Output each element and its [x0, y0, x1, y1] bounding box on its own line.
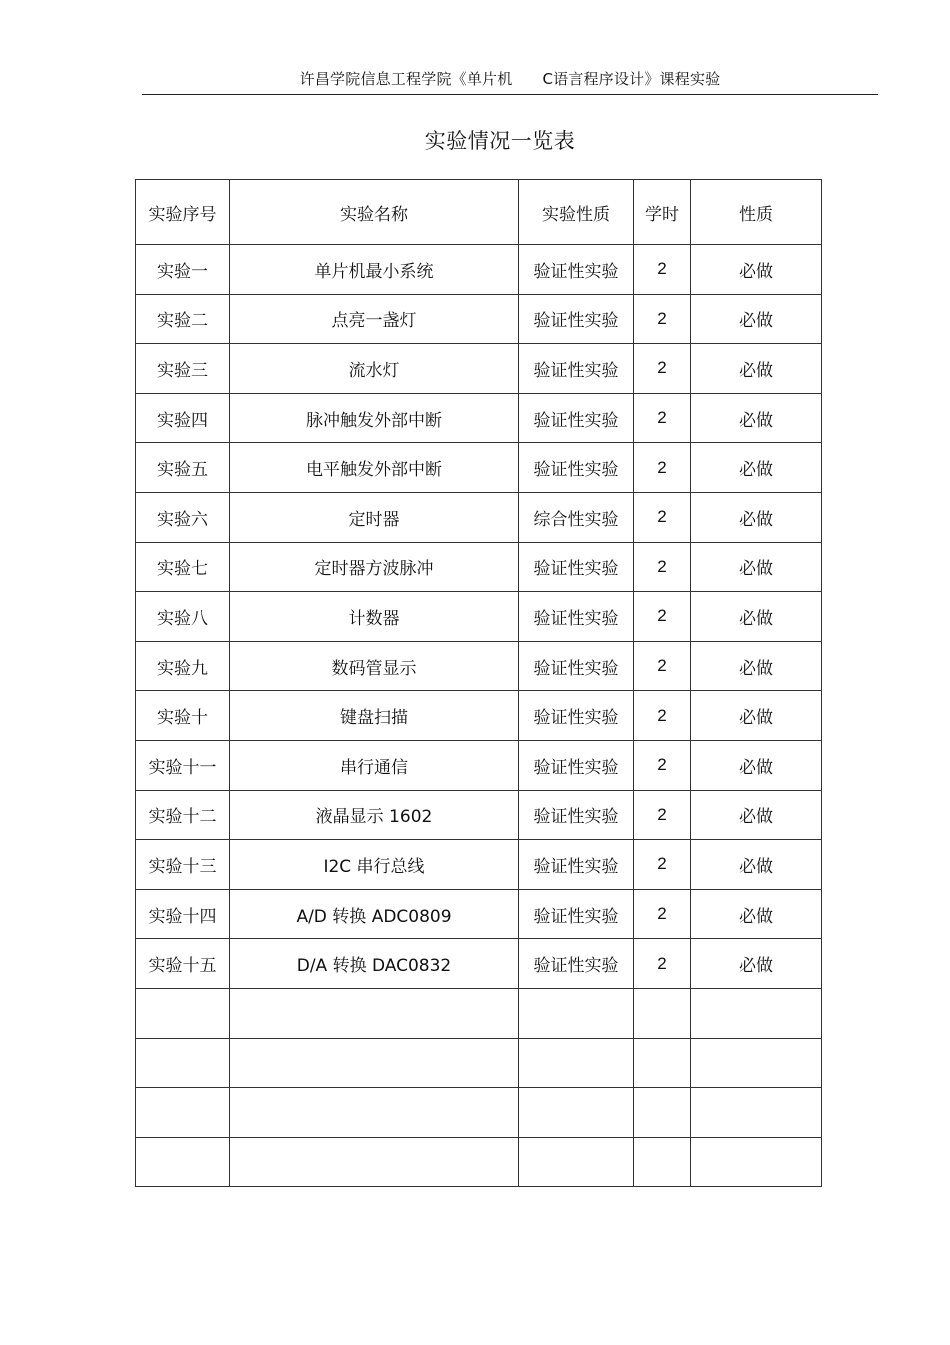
cell-number: [136, 1088, 230, 1138]
cell-number: 实验六: [136, 492, 230, 542]
table-row: [136, 1038, 822, 1088]
cell-type: 验证性实验: [519, 592, 634, 642]
cell-type: 验证性实验: [519, 889, 634, 939]
cell-name: 定时器方波脉冲: [230, 542, 519, 592]
cell-number: 实验十四: [136, 889, 230, 939]
cell-requirement: 必做: [691, 344, 822, 394]
cell-hours: 2: [634, 740, 691, 790]
cell-name: [230, 1088, 519, 1138]
table-row: [136, 740, 822, 790]
cell-requirement: [691, 1038, 822, 1088]
cell-requirement: 必做: [691, 592, 822, 642]
cell-hours: 2: [634, 542, 691, 592]
cell-requirement: 必做: [691, 443, 822, 493]
cell-hours: 2: [634, 889, 691, 939]
table-body: [136, 245, 822, 1187]
table-row: [136, 790, 822, 840]
cell-name: 流水灯: [230, 344, 519, 394]
cell-type: [519, 1038, 634, 1088]
cell-name: 液晶显示 1602: [230, 790, 519, 840]
cell-hours: 2: [634, 344, 691, 394]
cell-requirement: 必做: [691, 245, 822, 295]
cell-hours: 2: [634, 939, 691, 989]
cell-number: [136, 988, 230, 1038]
experiment-table: [135, 179, 822, 1187]
cell-type: [519, 1137, 634, 1187]
cell-number: [136, 1038, 230, 1088]
table-row: [136, 840, 822, 890]
table-row: [136, 443, 822, 493]
cell-type: 验证性实验: [519, 939, 634, 989]
cell-name: 键盘扫描: [230, 691, 519, 741]
cell-type: 验证性实验: [519, 740, 634, 790]
cell-name: 定时器: [230, 492, 519, 542]
page-title: 实验情况一览表: [424, 129, 576, 153]
cell-requirement: 必做: [691, 889, 822, 939]
cell-number: 实验一: [136, 245, 230, 295]
cell-name: 数码管显示: [230, 641, 519, 691]
cell-number: 实验三: [136, 344, 230, 394]
cell-requirement: 必做: [691, 542, 822, 592]
table-row: [136, 245, 822, 295]
cell-number: 实验十: [136, 691, 230, 741]
table-row: [136, 294, 822, 344]
cell-number: 实验五: [136, 443, 230, 493]
cell-type: 综合性实验: [519, 492, 634, 542]
cell-name: 电平触发外部中断: [230, 443, 519, 493]
table-row: [136, 542, 822, 592]
cell-name: A/D 转换 ADC0809: [230, 889, 519, 939]
cell-hours: 2: [634, 790, 691, 840]
column-header-number: 实验序号: [136, 180, 230, 245]
cell-hours: 2: [634, 492, 691, 542]
cell-requirement: [691, 1088, 822, 1138]
cell-number: 实验九: [136, 641, 230, 691]
cell-hours: [634, 1137, 691, 1187]
cell-requirement: 必做: [691, 492, 822, 542]
table-row: [136, 393, 822, 443]
column-header-type: 实验性质: [519, 180, 634, 245]
cell-type: 验证性实验: [519, 641, 634, 691]
cell-hours: 2: [634, 641, 691, 691]
cell-name: [230, 1038, 519, 1088]
table-row: [136, 1088, 822, 1138]
cell-name: 串行通信: [230, 740, 519, 790]
page-header: [142, 66, 878, 95]
cell-type: [519, 988, 634, 1038]
cell-name: [230, 1137, 519, 1187]
cell-type: 验证性实验: [519, 294, 634, 344]
header-right-text: C语言程序设计》课程实验: [542, 70, 721, 88]
cell-name: [230, 988, 519, 1038]
table-row: [136, 889, 822, 939]
cell-hours: 2: [634, 691, 691, 741]
cell-type: 验证性实验: [519, 443, 634, 493]
cell-hours: 2: [634, 840, 691, 890]
table-row: [136, 344, 822, 394]
cell-type: 验证性实验: [519, 344, 634, 394]
cell-name: 点亮一盏灯: [230, 294, 519, 344]
cell-name: 计数器: [230, 592, 519, 642]
column-header-hours: 学时: [634, 180, 691, 245]
cell-requirement: 必做: [691, 691, 822, 741]
cell-type: 验证性实验: [519, 840, 634, 890]
table-row: [136, 641, 822, 691]
cell-requirement: 必做: [691, 393, 822, 443]
cell-name: I2C 串行总线: [230, 840, 519, 890]
table-row: [136, 691, 822, 741]
cell-requirement: 必做: [691, 641, 822, 691]
column-header-requirement: 性质: [691, 180, 822, 245]
cell-name: 单片机最小系统: [230, 245, 519, 295]
cell-name: 脉冲触发外部中断: [230, 393, 519, 443]
cell-hours: [634, 1088, 691, 1138]
cell-number: [136, 1137, 230, 1187]
cell-requirement: 必做: [691, 939, 822, 989]
table-row: [136, 1137, 822, 1187]
cell-requirement: 必做: [691, 840, 822, 890]
cell-number: 实验十二: [136, 790, 230, 840]
table-row: [136, 988, 822, 1038]
cell-requirement: 必做: [691, 294, 822, 344]
header-left-text: 许昌学院信息工程学院《单片机: [299, 70, 513, 88]
cell-name: D/A 转换 DAC0832: [230, 939, 519, 989]
cell-hours: 2: [634, 592, 691, 642]
cell-type: 验证性实验: [519, 790, 634, 840]
cell-number: 实验十三: [136, 840, 230, 890]
cell-requirement: [691, 1137, 822, 1187]
cell-hours: 2: [634, 245, 691, 295]
cell-hours: [634, 988, 691, 1038]
cell-type: 验证性实验: [519, 245, 634, 295]
column-header-name: 实验名称: [230, 180, 519, 245]
table-row: [136, 939, 822, 989]
table-header-row: [136, 180, 822, 245]
table-row: [136, 592, 822, 642]
cell-type: [519, 1088, 634, 1138]
cell-requirement: 必做: [691, 740, 822, 790]
cell-number: 实验二: [136, 294, 230, 344]
cell-hours: 2: [634, 294, 691, 344]
cell-hours: 2: [634, 393, 691, 443]
cell-type: 验证性实验: [519, 691, 634, 741]
table-row: [136, 492, 822, 542]
cell-number: 实验十五: [136, 939, 230, 989]
cell-number: 实验八: [136, 592, 230, 642]
cell-hours: [634, 1038, 691, 1088]
cell-requirement: [691, 988, 822, 1038]
cell-number: 实验四: [136, 393, 230, 443]
cell-number: 实验十一: [136, 740, 230, 790]
cell-type: 验证性实验: [519, 542, 634, 592]
cell-hours: 2: [634, 443, 691, 493]
cell-number: 实验七: [136, 542, 230, 592]
cell-type: 验证性实验: [519, 393, 634, 443]
cell-requirement: 必做: [691, 790, 822, 840]
